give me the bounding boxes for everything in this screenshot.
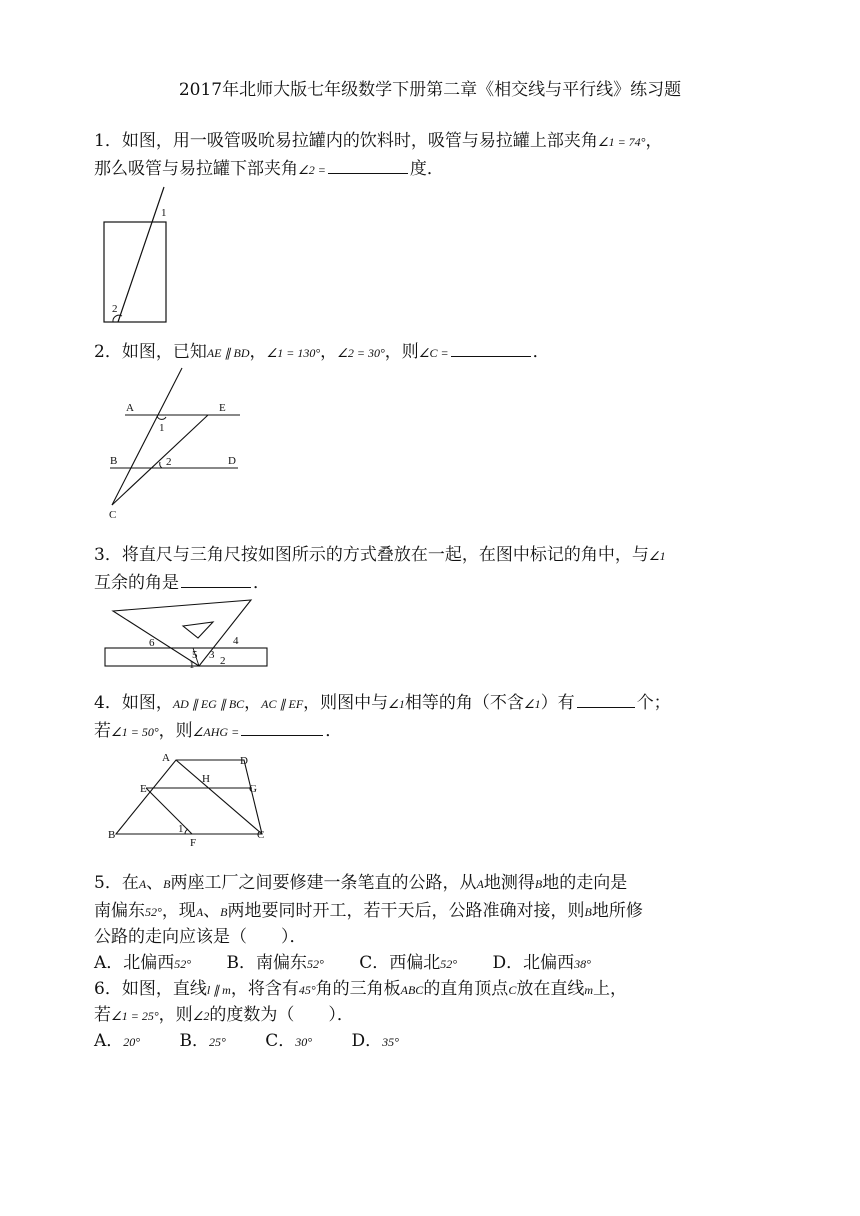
page-title: 2017年北师大版七年级数学下册第二章《相交线与平行线》练习题 (178, 80, 682, 100)
triangle-hole (183, 622, 213, 638)
q1-comma: ， (645, 131, 663, 151)
q1-text2: 那么吸管与易拉罐下部夹角 (94, 159, 298, 179)
q5-A1: A (138, 877, 147, 891)
q5-option-d[interactable] (492, 948, 590, 973)
q2-label-E: E (219, 402, 226, 414)
q2-then: ，则 (384, 342, 419, 362)
q5-B1: B (163, 877, 171, 891)
q5-option-c-value: 52° (440, 957, 458, 971)
q4-line1 (94, 688, 671, 713)
q1-angle1: ∠1 = 74° (597, 135, 646, 149)
q6-option-d[interactable] (351, 1026, 398, 1051)
q3-label-2: 2 (220, 655, 226, 667)
q6-m: m (584, 983, 593, 997)
q6-parallel: l ∥ m (206, 983, 231, 997)
q2-label-A: A (126, 402, 134, 414)
q3-figure (103, 596, 273, 671)
q5-line2 (94, 896, 643, 921)
q6-text5: 放在直线 (516, 979, 585, 999)
line-EF (146, 788, 192, 834)
q6-option-c[interactable] (265, 1026, 312, 1051)
q6-option-d-label: D． (351, 1031, 383, 1051)
q6-abc: ABC (400, 983, 424, 997)
q4-label-H: H (202, 773, 210, 785)
q2-angleC: ∠C = (418, 346, 449, 360)
q1-line1 (94, 126, 662, 151)
q3-label-6: 6 (149, 637, 155, 649)
q3-angle: ∠1 (648, 549, 666, 563)
q5-option-d-label: D．北偏西 (492, 953, 575, 973)
q5-line3: 公路的走向应该是（ ）． (94, 927, 307, 947)
q6-if: 若 (94, 1005, 111, 1025)
q1-answer-blank[interactable] (328, 172, 408, 174)
q1-unit: 度． (409, 159, 444, 179)
q5-text8: 地所修 (591, 901, 643, 921)
line-AC (176, 760, 262, 834)
q4-label-G: G (249, 783, 257, 795)
q5-A2: A (476, 877, 484, 891)
q4-label-B: B (108, 829, 116, 841)
q4-figure (106, 750, 276, 850)
q6-option-b[interactable] (180, 1026, 226, 1051)
q4-if: 若 (94, 721, 111, 741)
q2-arc1 (157, 416, 166, 419)
q1-label-2: 2 (112, 303, 118, 315)
q2-end: ． (532, 342, 550, 362)
q2-line1 (94, 337, 550, 362)
q6-option-a-value: 20° (123, 1035, 141, 1049)
q4-text: 4．如图， (94, 693, 173, 713)
q5-option-c-label: C．西偏北 (359, 953, 441, 973)
q5-B4: B (584, 905, 592, 919)
q2-figure (100, 365, 250, 525)
q6-text3: 角的三角板 (315, 979, 401, 999)
q5-text6: ，现 (161, 901, 196, 921)
q1-angle2: ∠2 = (298, 163, 326, 177)
q5-option-a-value: 52° (174, 957, 192, 971)
q3-answer-blank[interactable] (181, 586, 251, 588)
q2-answer-blank[interactable] (451, 355, 531, 357)
q6-option-d-value: 35° (382, 1035, 399, 1049)
q5-text3: 地测得 (483, 873, 535, 893)
q3-text2: 互余的角是 (94, 573, 179, 593)
q5-text2: 两座工厂之间要修建一条笔直的公路，从 (170, 873, 477, 893)
q2-arc2 (160, 462, 162, 468)
q5-option-b-value: 52° (307, 957, 324, 971)
q1-label-1: 1 (161, 207, 167, 219)
q2-angle2: ∠2 = 30° (337, 346, 385, 360)
q5-option-a-label: A．北偏西 (94, 953, 175, 973)
q5-option-d-value: 38° (574, 957, 591, 971)
q5-B3: B (220, 905, 228, 919)
q5-option-a[interactable] (94, 948, 191, 973)
q4-label-D: D (240, 755, 248, 767)
line-C-through (112, 368, 182, 505)
q2-label-2: 2 (166, 456, 172, 468)
q6-line2 (94, 1000, 354, 1025)
q3-label-5: 5 (192, 649, 198, 661)
q6-text7: 的度数为（ ）． (209, 1005, 354, 1025)
q5-sep2: 、 (203, 901, 221, 921)
q5-text4: 地的走向是 (542, 873, 628, 893)
q6-text: 6．如图，直线 (94, 979, 207, 999)
q3-line1 (94, 540, 666, 565)
q5-deg: 52° (145, 905, 162, 919)
q3-label-3: 3 (209, 649, 215, 661)
q4-text3: 相等的角（不含 (404, 693, 524, 713)
q4-arc (185, 829, 188, 834)
q4-angle1: ∠1 (388, 697, 405, 711)
q6-option-c-value: 30° (295, 1035, 313, 1049)
q5-sep: 、 (146, 873, 164, 893)
q5-B2: B (534, 877, 543, 891)
q2-sep2: ， (320, 342, 338, 362)
q4-text4: ）有 (540, 693, 575, 713)
q4-label-A: A (162, 752, 170, 764)
q5-text5: 南偏东 (94, 901, 145, 921)
q3-label-4: 4 (233, 635, 239, 647)
q5-option-b[interactable] (227, 948, 324, 973)
q5-line1 (94, 868, 627, 893)
q6-text6: 上， (593, 979, 627, 999)
q4-label-1: 1 (178, 823, 184, 835)
q2-sep1: ， (249, 342, 267, 362)
q4-end: ． (325, 721, 343, 741)
q4-label-C: C (257, 829, 265, 841)
q5-option-c[interactable] (359, 948, 457, 973)
q2-label-D: D (228, 455, 236, 467)
q3-text: 3．将直尺与三角尺按如图所示的方式叠放在一起，在图中标记的角中，与 (94, 545, 649, 565)
straw-line (118, 187, 164, 322)
q6-line1 (94, 974, 627, 999)
q4-label-F: F (190, 837, 197, 849)
q4-answer-blank[interactable] (241, 734, 323, 736)
q2-angle1: ∠1 = 130° (266, 346, 321, 360)
q6-option-a[interactable] (94, 1026, 140, 1051)
q4-count-blank[interactable] (577, 706, 635, 708)
q5-A3: A (195, 905, 204, 919)
q6-option-c-label: C． (265, 1031, 296, 1051)
q6-options (94, 1026, 429, 1051)
q4-text5: 个； (636, 693, 671, 713)
q6-C: C (508, 983, 517, 997)
q5-options (94, 948, 621, 973)
q4-sep: ， (244, 693, 262, 713)
q6-option-a-label: A． (94, 1031, 124, 1051)
q4-parallel2: AC ∥ EF (261, 697, 304, 711)
q1-figure (100, 185, 180, 325)
q4-angle1b: ∠1 (523, 697, 541, 711)
q1-text: 1．如图，用一吸管吸吮易拉罐内的饮料时，吸管与易拉罐上部夹角 (94, 131, 598, 151)
q2-text: 2．如图，已知 (94, 342, 207, 362)
q6-deg: 45° (298, 983, 316, 997)
q1-line2 (94, 154, 444, 179)
q4-label-E: E (140, 783, 147, 795)
q3-line2 (94, 568, 270, 593)
q6-text2: ，将含有 (230, 979, 299, 999)
q6-angle1: ∠1 = 25° (111, 1009, 159, 1023)
q1-arc (113, 315, 122, 322)
q4-line2 (94, 716, 342, 741)
q2-label-C: C (109, 509, 117, 521)
q5-text7: 两地要同时开工，若干天后，公路准确对接，则 (227, 901, 585, 921)
q2-label-1: 1 (159, 422, 165, 434)
q4-parallel1: AD ∥ EG ∥ BC (172, 697, 245, 711)
q4-then: ，则 (158, 721, 193, 741)
q6-option-b-value: 25° (209, 1035, 226, 1049)
q4-text2: ，则图中与 (303, 693, 389, 713)
q2-label-B: B (110, 455, 118, 467)
q3-end: ． (253, 573, 270, 593)
q6-option-b-label: B． (179, 1031, 209, 1051)
triangle-ruler (113, 600, 251, 666)
q5-option-b-label: B．南偏东 (226, 953, 307, 973)
q6-text4: 的直角顶点 (423, 979, 509, 999)
q5-text: 5．在 (94, 873, 139, 893)
q6-angle2: ∠2 (192, 1009, 210, 1023)
ruler-rect (105, 648, 267, 666)
q4-angle-cond: ∠1 = 50° (111, 725, 159, 739)
q2-parallel: AE ∥ BD (206, 346, 250, 360)
q4-angle-AHG: ∠AHG = (192, 725, 240, 739)
q6-then: ，则 (158, 1005, 193, 1025)
q3-label-1: 1 (189, 659, 195, 671)
